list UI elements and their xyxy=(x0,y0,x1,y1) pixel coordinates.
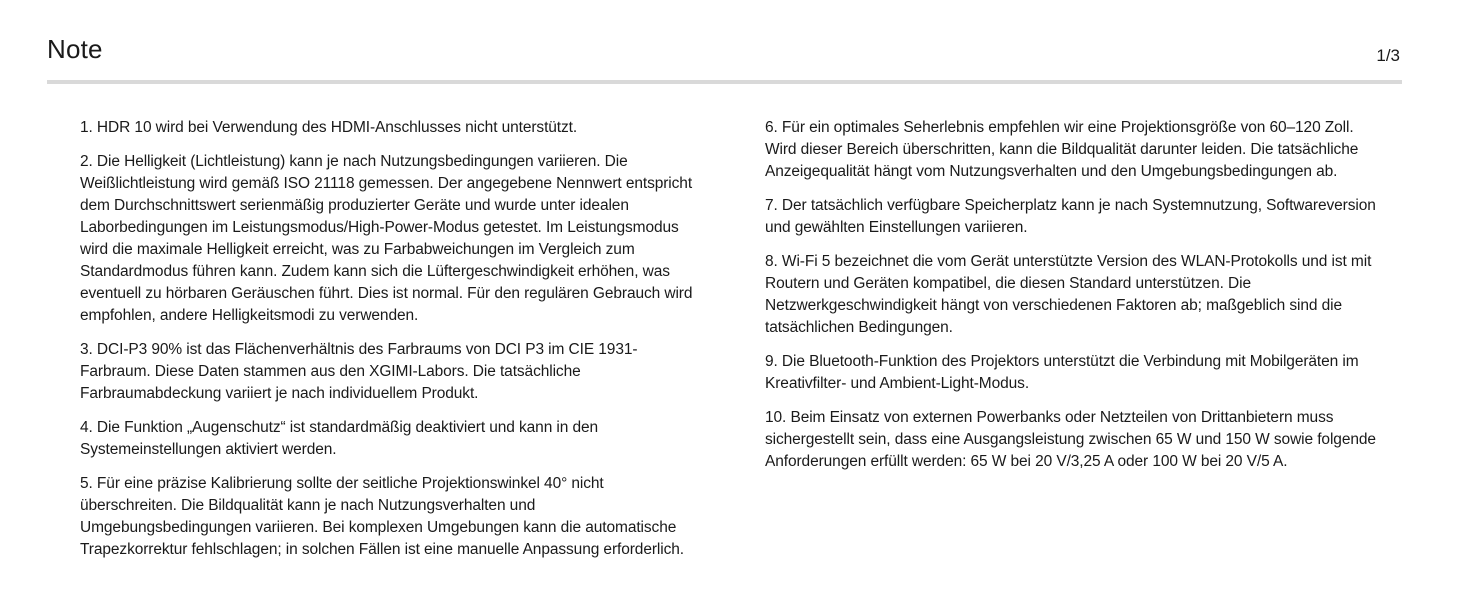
note-item-10: 10. Beim Einsatz von externen Powerbanks oder Netzteilen von Drittanbietern muss sichergestellt sein, dass eine Ausgangsleistung zwischen 65 W und 150 W sowie folgende Anforderungen erfüllt werden: 65 W bei 20 V/3,25 A oder 100 W bei 20 V/5 A. xyxy=(765,409,1376,470)
notes-left-column xyxy=(80,117,700,573)
note-item-4: 4. Die Funktion „Augenschutz“ ist standardmäßig deaktiviert und kann in den Systemeinstellungen aktiviert werden. xyxy=(80,419,599,458)
note-item-5: 5. Für eine präzise Kalibrierung sollte der seitliche Projektionswinkel 40° nicht überschreiten. Die Bildqualität kann je nach Nutzungsverhalten und Umgebungsbedingungen variieren. Bei komplexen Umgebungen kann die automatische Trapezkorrektur fehlschlagen; in solchen Fällen ist eine manuelle Anpassung erforderlich. xyxy=(80,475,684,558)
note-item-6: 6. Für ein optimales Seherlebnis empfehlen wir eine Projektionsgröße von 60–120 Zoll. Wird dieser Bereich überschritten, kann die Bildqualität darunter leiden. Die tatsächliche Anzeigequalität hängt vom Nutzungsverhalten und den Umgebungsbedingungen ab. xyxy=(765,119,1359,180)
page-indicator: 1/3 xyxy=(1376,46,1400,65)
note-item-1: 1. HDR 10 wird bei Verwendung des HDMI-Anschlusses nicht unterstützt. xyxy=(80,119,578,136)
note-item-2: 2. Die Helligkeit (Lichtleistung) kann je nach Nutzungsbedingungen variieren. Die Weißlichtleistung wird gemäß ISO 21118 gemessen. Der angegebene Nennwert entspricht dem Durchschnittswert serienmäßig produzierter Geräte und wurde unter idealen Laborbedingungen im Leistungsmodus/High-Power-Modus getestet. Im Leistungsmodus wird die maximale Helligkeit erreicht, was zu Farbabweichungen im Vergleich zum Standardmodus führen kann. Zudem kann sich die Lüftergeschwindigkeit erhöhen, was eventuell zu hörbaren Geräuschen führt. Dies ist normal. Für den regulären Gebrauch wird empfohlen, andere Helligkeitsmodi zu verwenden. xyxy=(80,153,693,324)
header-divider xyxy=(47,80,1402,84)
notes-right-column xyxy=(765,117,1383,485)
page-title: Note xyxy=(47,34,103,64)
note-item-9: 9. Die Bluetooth-Funktion des Projektors unterstützt die Verbindung mit Mobilgeräten im Kreativfilter- und Ambient-Light-Modus. xyxy=(765,353,1359,392)
note-header xyxy=(47,31,1402,71)
note-item-3: 3. DCI-P3 90% ist das Flächenverhältnis des Farbraums von DCI P3 im CIE 1931-Farbraum. Diese Daten stammen aus den XGIMI-Labors. Die tatsächliche Farbraumabdeckung variiert je nach individuellem Produkt. xyxy=(80,341,638,402)
note-item-7: 7. Der tatsächlich verfügbare Speicherplatz kann je nach Systemnutzung, Softwareversion und gewählten Einstellungen variieren. xyxy=(765,197,1376,236)
note-item-8: 8. Wi-Fi 5 bezeichnet die vom Gerät unterstützte Version des WLAN-Protokolls und ist mit Routern und Geräten kompatibel, die diesen Standard unterstützen. Die Netzwerkgeschwindigkeit hängt von verschiedenen Faktoren ab; maßgeblich sind die tatsächlichen Bedingungen. xyxy=(765,253,1372,336)
